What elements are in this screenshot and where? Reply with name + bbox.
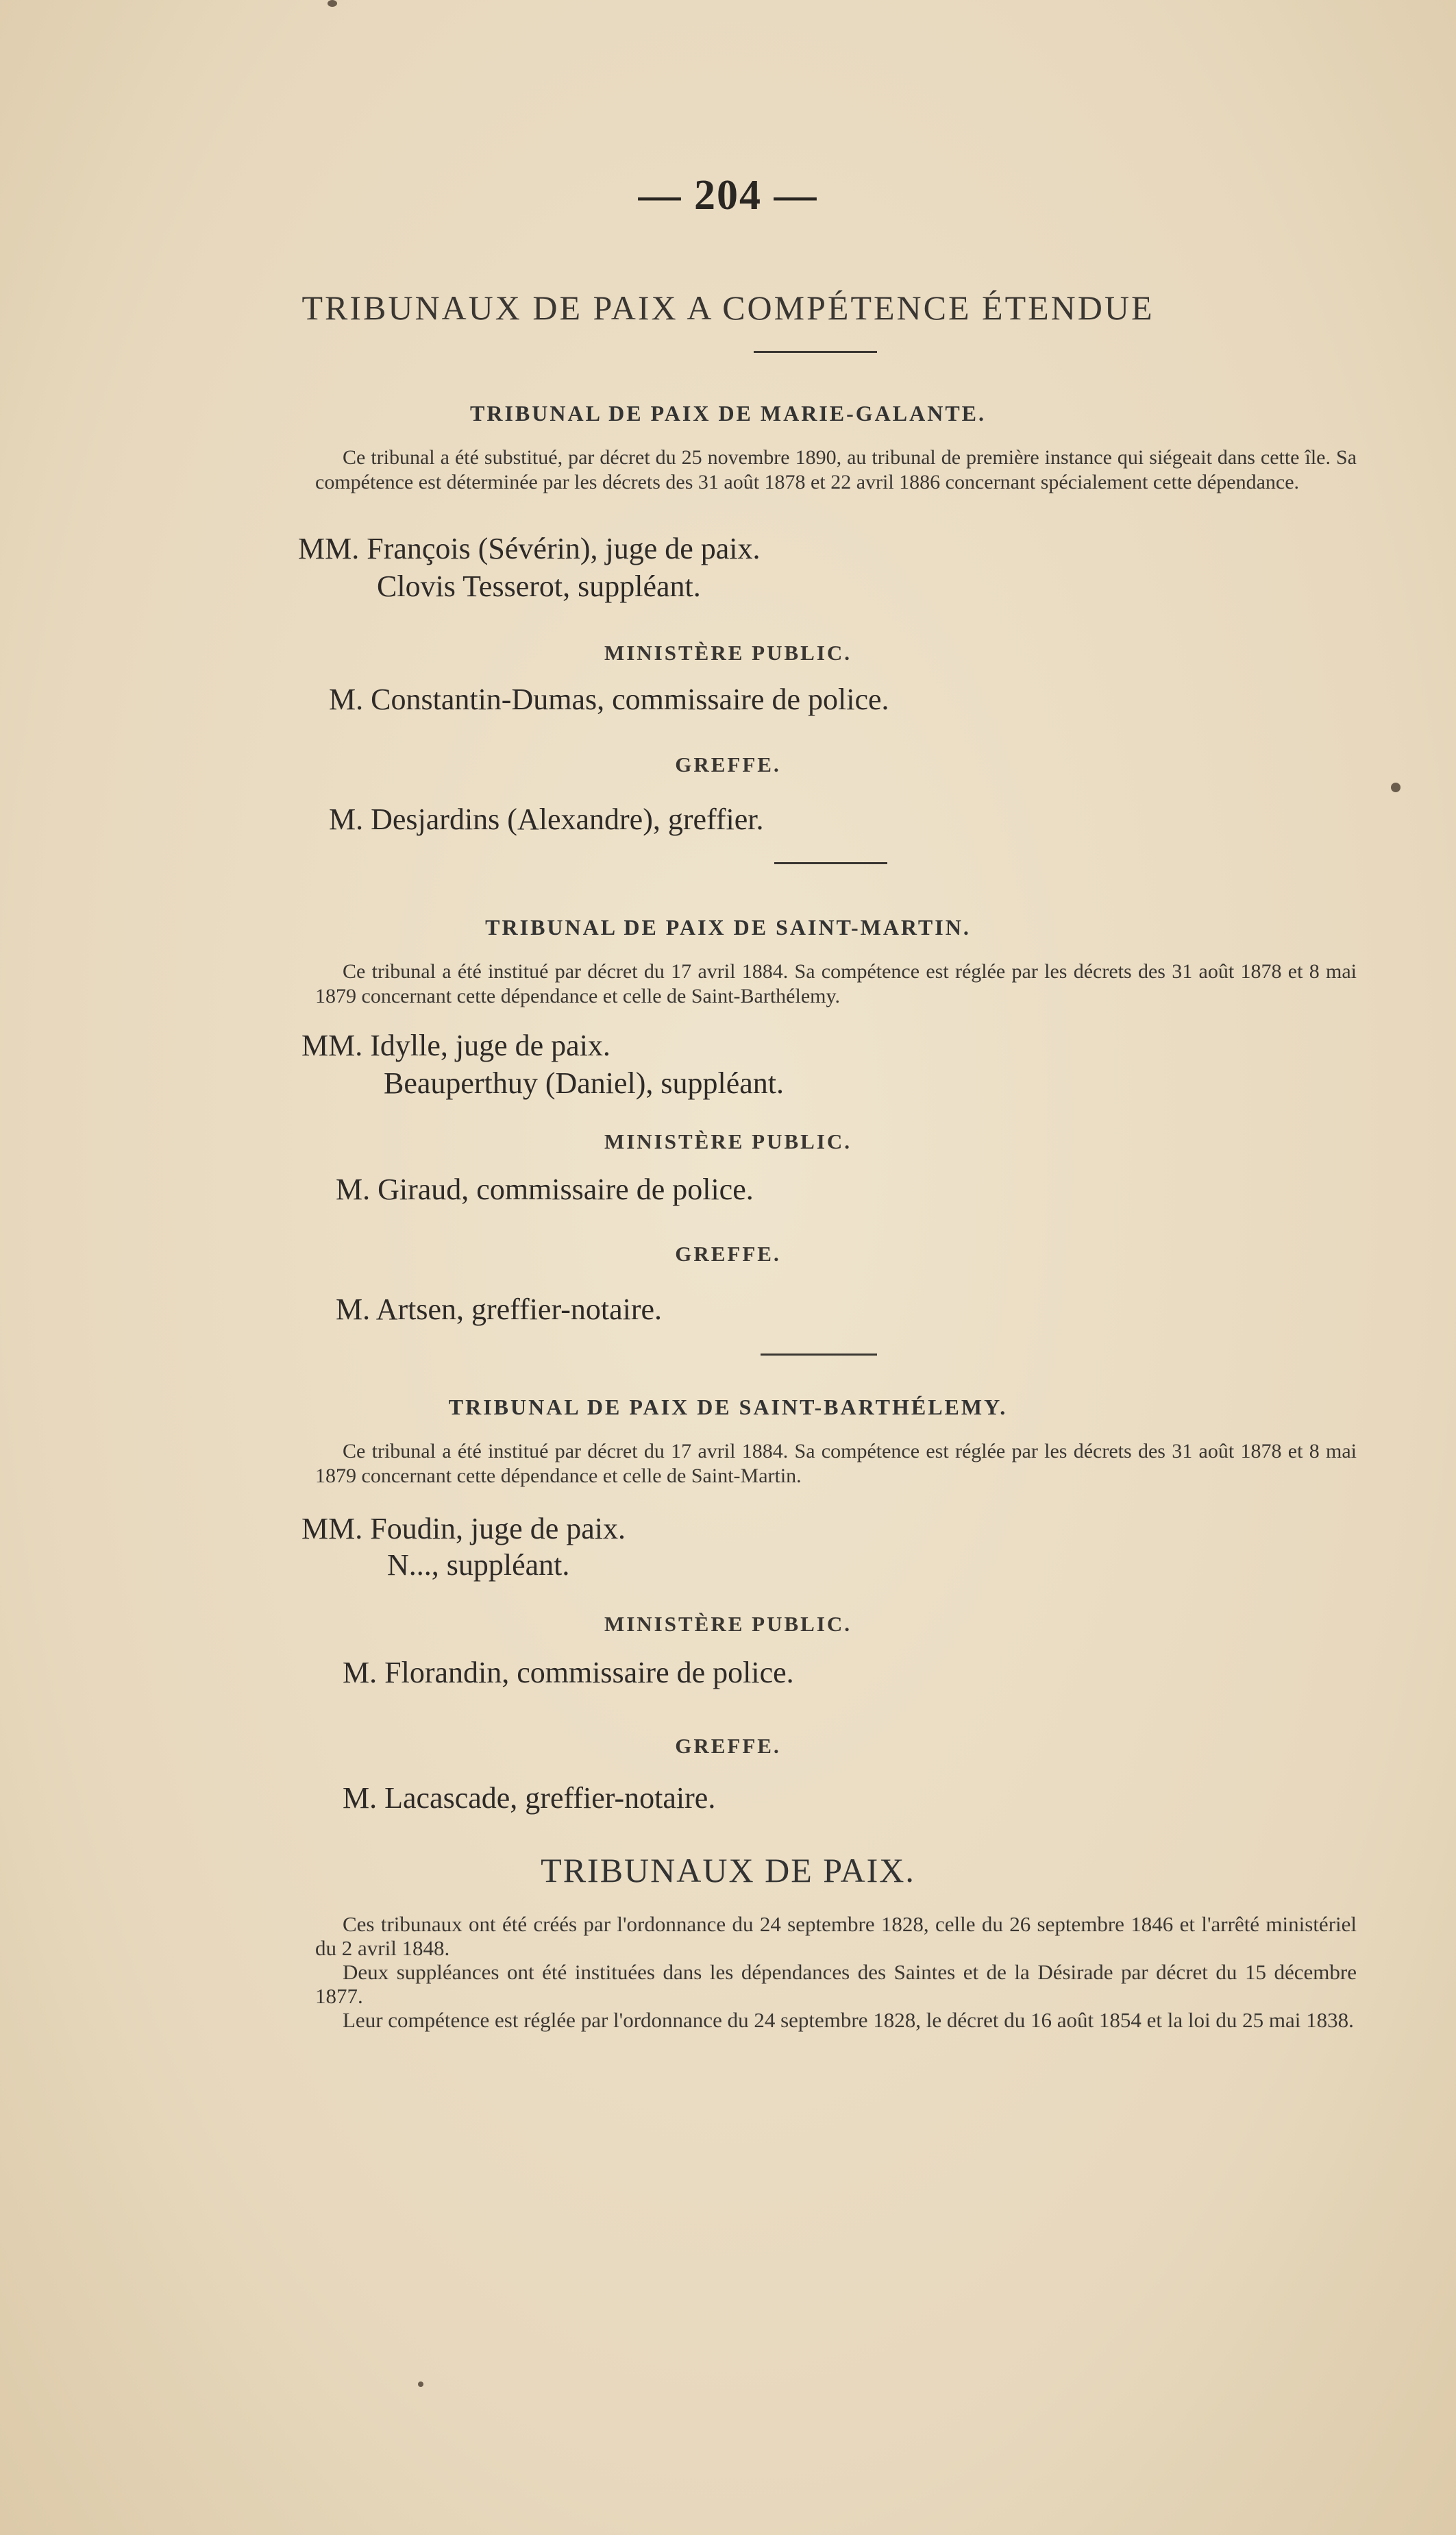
greffe-line: M. Artsen, greffier-notaire.	[336, 1293, 663, 1326]
judge-line: MM. Foudin, juge de paix.	[301, 1512, 626, 1545]
ink-speck	[1391, 783, 1401, 792]
ministere-heading: MINISTÈRE PUBLIC.	[604, 641, 852, 665]
main-title: TRIBUNAUX DE PAIX A COMPÉTENCE ÉTENDUE	[301, 289, 1155, 327]
final-title: TRIBUNAUX DE PAIX.	[541, 1851, 915, 1889]
section-heading: TRIBUNAL DE PAIX DE SAINT-BARTHÉLEMY.	[448, 1395, 1008, 1419]
final-text	[315, 1912, 1357, 2032]
divider	[774, 862, 887, 864]
ministere-line: M. Giraud, commissaire de police.	[336, 1173, 754, 1206]
substitute-line: Beauperthuy (Daniel), suppléant.	[384, 1066, 785, 1100]
greffe-line: M. Desjardins (Alexandre), greffier.	[329, 803, 764, 836]
divider	[754, 351, 877, 353]
ministere-line: M. Florandin, commissaire de police.	[343, 1656, 794, 1689]
divider	[761, 1354, 877, 1356]
ink-speck	[328, 0, 337, 7]
final-paragraph: Deux suppléances ont été instituées dans les dépendances des Saintes et de la Désirade par décret du 15 décembre 1877.	[315, 1960, 1357, 2008]
greffe-heading: GREFFE.	[675, 1242, 781, 1266]
page-number: — 204 —	[638, 172, 818, 219]
ministere-heading: MINISTÈRE PUBLIC.	[604, 1129, 852, 1153]
section-text: Ce tribunal a été substitué, par décret du 25 novembre 1890, au tribunal de première instance qui siégeait dans cette île. Sa compétence est déterminée par les décrets des 31 août 1878 et 22 avril 1886 concernant spécialement cette dépendance.	[315, 446, 1357, 493]
ministere-heading: MINISTÈRE PUBLIC.	[604, 1612, 852, 1636]
substitute-line: N..., suppléant.	[387, 1548, 570, 1582]
section-heading: TRIBUNAL DE PAIX DE SAINT-MARTIN.	[485, 915, 971, 940]
final-paragraph: Leur compétence est réglée par l'ordonnance du 24 septembre 1828, le décret du 16 août 1854 et la loi du 25 mai 1838.	[343, 2008, 1354, 2032]
final-paragraph: Ces tribunaux ont été créés par l'ordonnance du 24 septembre 1828, celle du 26 septembre 1846 et l'arrêté ministériel du 2 avril 1848.	[315, 1912, 1357, 1960]
greffe-heading: GREFFE.	[675, 1734, 781, 1758]
ministere-line: M. Constantin-Dumas, commissaire de police.	[329, 683, 889, 716]
greffe-line: M. Lacascade, greffier-notaire.	[343, 1781, 716, 1815]
judge-line: MM. Idylle, juge de paix.	[301, 1029, 610, 1062]
judge-line: MM. François (Sévérin), juge de paix.	[298, 532, 761, 565]
section-text: Ce tribunal a été institué par décret du 17 avril 1884. Sa compétence est réglée par les décrets des 31 août 1878 et 8 mai 1879 concernant cette dépendance et celle de Saint-Martin.	[315, 1440, 1357, 1487]
greffe-heading: GREFFE.	[675, 752, 781, 776]
section-text: Ce tribunal a été institué par décret du 17 avril 1884. Sa compétence est réglée par les décrets des 31 août 1878 et 8 mai 1879 concernant cette dépendance et celle de Saint-Barthélemy.	[315, 960, 1357, 1007]
section-heading: TRIBUNAL DE PAIX DE MARIE-GALANTE.	[469, 401, 987, 426]
substitute-line: Clovis Tesserot, suppléant.	[377, 570, 701, 603]
ink-speck	[418, 2381, 423, 2387]
